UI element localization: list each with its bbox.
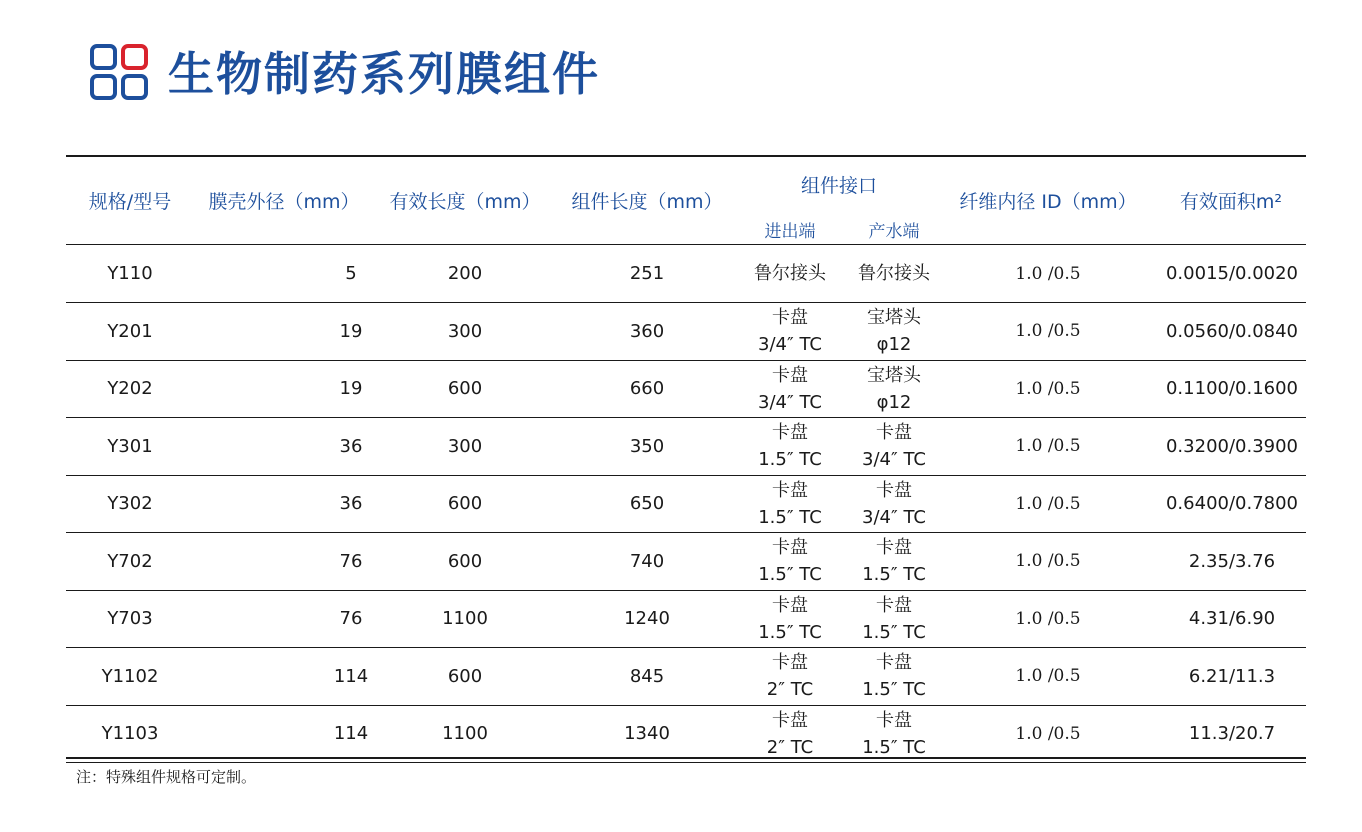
cell-interface-outlet-size: 1.5″ TC bbox=[862, 621, 926, 643]
cell-area: 4.31/6.90 bbox=[1188, 608, 1276, 629]
cell-fiber-id: 1.0 /0.5 bbox=[1015, 436, 1081, 456]
cell-effective-length: 300 bbox=[447, 320, 483, 342]
cell-interface-outlet bbox=[842, 245, 946, 302]
cell-fiber-id: 1.0 /0.5 bbox=[1015, 263, 1081, 284]
cell-interface-inlet-type: 卡盘 bbox=[772, 537, 808, 558]
cell-interface-inlet-size: 1.5″ TC bbox=[758, 506, 822, 528]
cell-shell-od: 114 bbox=[333, 665, 369, 687]
cell-interface-inlet-size: 1.5″ TC bbox=[758, 564, 822, 585]
cell-interface-inlet-size: 1.5″ TC bbox=[758, 621, 822, 643]
cell-interface-outlet-type: 卡盘 bbox=[876, 422, 912, 443]
cell-effective-length: 200 bbox=[447, 263, 483, 284]
cell-interface-outlet-type: 宝塔头 bbox=[867, 307, 921, 328]
cell-interface-outlet-type: 卡盘 bbox=[876, 652, 912, 673]
cell-module-length: 251 bbox=[629, 263, 665, 284]
header-module-length: 组件长度（mm） bbox=[571, 191, 723, 213]
cell-module-length: 350 bbox=[629, 435, 665, 457]
cell-module-length: 650 bbox=[629, 493, 665, 514]
cell-interface-inlet-size: 2″ TC bbox=[766, 679, 814, 700]
cell-interface-inlet-size: 1.5″ TC bbox=[758, 449, 822, 470]
cell-interface-inlet-size: 3/4″ TC bbox=[758, 391, 822, 413]
table-row bbox=[66, 360, 1306, 418]
cell-fiber-id: 1.0 /0.5 bbox=[1015, 378, 1081, 399]
header-model: 规格/型号 bbox=[88, 191, 172, 213]
cell-model: Y1102 bbox=[101, 665, 159, 687]
cell-interface-outlet-size: 1.5″ TC bbox=[862, 564, 926, 585]
footnote: 注：特殊组件规格可定制。 bbox=[76, 768, 257, 786]
cell-interface-outlet-size: φ12 bbox=[876, 334, 912, 355]
cell-shell-od: 76 bbox=[339, 550, 363, 572]
cell-effective-length: 600 bbox=[447, 493, 483, 514]
cell-interface-outlet-type: 卡盘 bbox=[876, 594, 912, 616]
header-interface: 组件接口 bbox=[800, 175, 877, 197]
header-shell-od: 膜壳外径（mm） bbox=[208, 191, 360, 213]
cell-interface-outlet-type: 卡盘 bbox=[876, 537, 912, 558]
cell-interface-outlet-size: 3/4″ TC bbox=[862, 506, 926, 528]
cell-interface-inlet-type: 卡盘 bbox=[772, 307, 808, 328]
cell-interface-inlet-type: 卡盘 bbox=[772, 479, 808, 501]
table-row bbox=[66, 533, 1306, 591]
header-effective-length: 有效长度（mm） bbox=[389, 191, 541, 213]
page-title: 生物制药系列膜组件 bbox=[168, 47, 600, 101]
cell-interface-outlet bbox=[842, 360, 946, 417]
cell-area: 0.0015/0.0020 bbox=[1165, 263, 1299, 284]
cell-interface-outlet-type: 卡盘 bbox=[876, 479, 912, 501]
cell-module-length: 845 bbox=[629, 665, 665, 687]
table-row bbox=[66, 418, 1306, 476]
cell-interface-inlet-type: 卡盘 bbox=[772, 652, 808, 673]
cell-interface-outlet-size: 1.5″ TC bbox=[862, 679, 926, 700]
cell-effective-length: 600 bbox=[447, 378, 483, 399]
table-row bbox=[66, 705, 1306, 763]
cell-area: 11.3/20.7 bbox=[1188, 723, 1276, 744]
cell-effective-length: 1100 bbox=[442, 608, 488, 629]
cell-interface-outlet-size: 1.5″ TC bbox=[862, 736, 926, 758]
cell-area: 0.1100/0.1600 bbox=[1165, 378, 1299, 399]
cell-module-length: 740 bbox=[629, 550, 665, 572]
cell-interface-inlet bbox=[738, 303, 842, 360]
cell-interface-outlet bbox=[842, 590, 946, 647]
cell-interface-inlet bbox=[738, 648, 842, 705]
cell-effective-length: 600 bbox=[447, 665, 483, 687]
cell-area: 0.0560/0.0840 bbox=[1165, 320, 1299, 342]
cell-effective-length: 1100 bbox=[442, 723, 488, 744]
cell-interface-inlet-type: 卡盘 bbox=[772, 594, 808, 616]
cell-interface-inlet bbox=[738, 418, 842, 475]
cell-model: Y1103 bbox=[101, 723, 159, 744]
cell-interface-outlet-size: 3/4″ TC bbox=[862, 449, 926, 470]
cell-effective-length: 300 bbox=[447, 435, 483, 457]
cell-interface-outlet-type: 鲁尔接头 bbox=[858, 263, 930, 284]
cell-area: 6.21/11.3 bbox=[1188, 665, 1276, 687]
cell-interface-inlet bbox=[738, 590, 842, 647]
cell-interface-inlet-type: 卡盘 bbox=[772, 364, 808, 386]
cell-fiber-id: 1.0 /0.5 bbox=[1015, 723, 1081, 744]
table-row bbox=[66, 475, 1306, 533]
table-row bbox=[66, 590, 1306, 648]
cell-model: Y302 bbox=[107, 493, 153, 514]
cell-module-length: 1240 bbox=[624, 608, 670, 629]
cell-fiber-id: 1.0 /0.5 bbox=[1015, 666, 1081, 686]
header-interface-outlet: 产水端 bbox=[868, 222, 920, 242]
cell-shell-od: 19 bbox=[339, 320, 363, 342]
cell-fiber-id: 1.0 /0.5 bbox=[1015, 493, 1081, 514]
cell-model: Y703 bbox=[107, 608, 153, 629]
cell-model: Y201 bbox=[107, 320, 153, 342]
cell-model: Y702 bbox=[107, 550, 153, 572]
cell-interface-inlet-type: 卡盘 bbox=[772, 709, 808, 731]
cell-interface-inlet bbox=[738, 360, 842, 417]
header-area: 有效面积m² bbox=[1179, 191, 1283, 213]
table-bottom-rule bbox=[66, 757, 1306, 759]
cell-shell-od: 19 bbox=[339, 378, 363, 399]
cell-area: 0.6400/0.7800 bbox=[1165, 493, 1299, 514]
cell-interface-outlet bbox=[842, 648, 946, 705]
cell-module-length: 360 bbox=[629, 320, 665, 342]
cell-interface-outlet bbox=[842, 533, 946, 590]
cell-model: Y202 bbox=[107, 378, 153, 399]
cell-interface-inlet bbox=[738, 533, 842, 590]
cell-interface-outlet bbox=[842, 705, 946, 762]
cell-area: 0.3200/0.3900 bbox=[1165, 435, 1299, 457]
cell-interface-outlet-type: 卡盘 bbox=[876, 709, 912, 731]
cell-interface-outlet-size: φ12 bbox=[876, 391, 912, 413]
table-header bbox=[66, 157, 1306, 245]
cell-interface-inlet-type: 鲁尔接头 bbox=[754, 263, 826, 284]
cell-shell-od: 36 bbox=[339, 435, 363, 457]
cell-module-length: 660 bbox=[629, 378, 665, 399]
cell-interface-outlet bbox=[842, 418, 946, 475]
header-fiber-id: 纤维内径 ID（mm） bbox=[959, 191, 1137, 213]
cell-interface-inlet-size: 3/4″ TC bbox=[758, 334, 822, 355]
cell-fiber-id: 1.0 /0.5 bbox=[1015, 551, 1081, 571]
cell-model: Y110 bbox=[107, 263, 153, 284]
cell-interface-outlet bbox=[842, 475, 946, 532]
cell-interface-inlet bbox=[738, 475, 842, 532]
cell-interface-inlet bbox=[738, 705, 842, 762]
cell-interface-inlet bbox=[738, 245, 842, 302]
cell-fiber-id: 1.0 /0.5 bbox=[1015, 321, 1081, 341]
table-row bbox=[66, 245, 1306, 303]
cell-shell-od: 114 bbox=[333, 723, 369, 744]
cell-area: 2.35/3.76 bbox=[1188, 550, 1276, 572]
header-interface-inlet: 进出端 bbox=[764, 222, 816, 242]
cell-module-length: 1340 bbox=[624, 723, 670, 744]
cell-interface-inlet-type: 卡盘 bbox=[772, 422, 808, 443]
table-row bbox=[66, 303, 1306, 361]
cell-shell-od: 76 bbox=[339, 608, 363, 629]
cell-effective-length: 600 bbox=[447, 550, 483, 572]
four-squares-logo-icon bbox=[90, 44, 148, 100]
cell-model: Y301 bbox=[107, 435, 153, 457]
cell-shell-od: 36 bbox=[339, 493, 363, 514]
cell-shell-od: 5 bbox=[345, 263, 357, 284]
cell-interface-outlet-type: 宝塔头 bbox=[867, 364, 921, 386]
cell-interface-inlet-size: 2″ TC bbox=[766, 736, 814, 758]
cell-interface-outlet bbox=[842, 303, 946, 360]
table-row bbox=[66, 648, 1306, 706]
cell-fiber-id: 1.0 /0.5 bbox=[1015, 608, 1081, 629]
